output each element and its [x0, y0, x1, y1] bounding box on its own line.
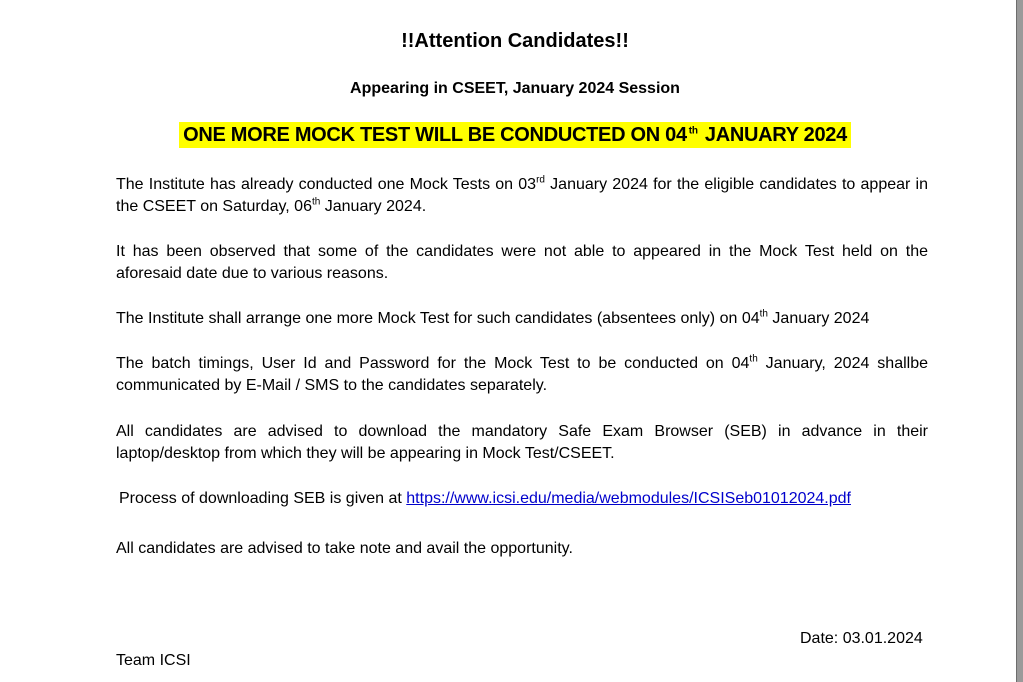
- paragraph-mock-test-conducted: [116, 174, 928, 218]
- paragraph-observation: It has been observed that some of the candidates were not able to appeared in the Mock Test held on the aforesaid date due to various reasons.: [116, 243, 928, 282]
- paragraph-seb-advice: All candidates are advised to download the mandatory Safe Exam Browser (SEB) in advance in their laptop/desktop from which they will be appearing in Mock Test/CSEET.: [116, 423, 928, 462]
- para4-part-a: The batch timings, User Id and Password for the Mock Test to be conducted on 04: [116, 355, 750, 372]
- paragraph-batch-timings: [116, 353, 928, 397]
- para3-part-a: The Institute shall arrange one more Mock Test for such candidates (absentees only) on 04: [116, 310, 760, 327]
- viewer-scrollbar[interactable]: [1016, 0, 1023, 682]
- para3-sup: th: [759, 308, 768, 320]
- para3-part-b: January 2024: [767, 310, 870, 327]
- para1-sup1: rd: [536, 174, 545, 186]
- headline: [0, 124, 1023, 147]
- headline-sup: th: [688, 125, 698, 137]
- headline-highlight: [179, 122, 851, 148]
- para4-part-b: January, 2024 shallbe communicated by E-Mail / SMS to the candidates separately.: [116, 355, 928, 394]
- para4-sup: th: [749, 353, 758, 365]
- para1-sup2: th: [311, 196, 321, 208]
- para1-part-a: The Institute has already conducted one Mock Tests on 03: [116, 176, 537, 193]
- notice-date: Date: 03.01.2024: [800, 630, 923, 647]
- notice-subtitle: Appearing in CSEET, January 2024 Session: [350, 80, 680, 97]
- headline-post: JANUARY 2024: [699, 124, 847, 146]
- paragraph-seb-process: [119, 488, 931, 510]
- headline-pre: ONE MORE MOCK TEST WILL BE CONDUCTED ON 04: [183, 124, 687, 146]
- para1-part-b: January 2024 for the eligible candidates to appear in the CSEET on Saturday, 06: [116, 176, 928, 215]
- seb-download-link[interactable]: https://www.icsi.edu/media/webmodules/ICSISeb01012024.pdf: [406, 490, 851, 507]
- notice-title: !!Attention Candidates!!: [401, 30, 629, 52]
- para6-text: Process of downloading SEB is given at: [119, 490, 407, 507]
- para1-part-c: January 2024.: [320, 198, 427, 215]
- paragraph-closing: All candidates are advised to take note and avail the opportunity.: [116, 540, 573, 557]
- paragraph-arrangement: [116, 308, 928, 330]
- signature: Team ICSI: [116, 652, 191, 669]
